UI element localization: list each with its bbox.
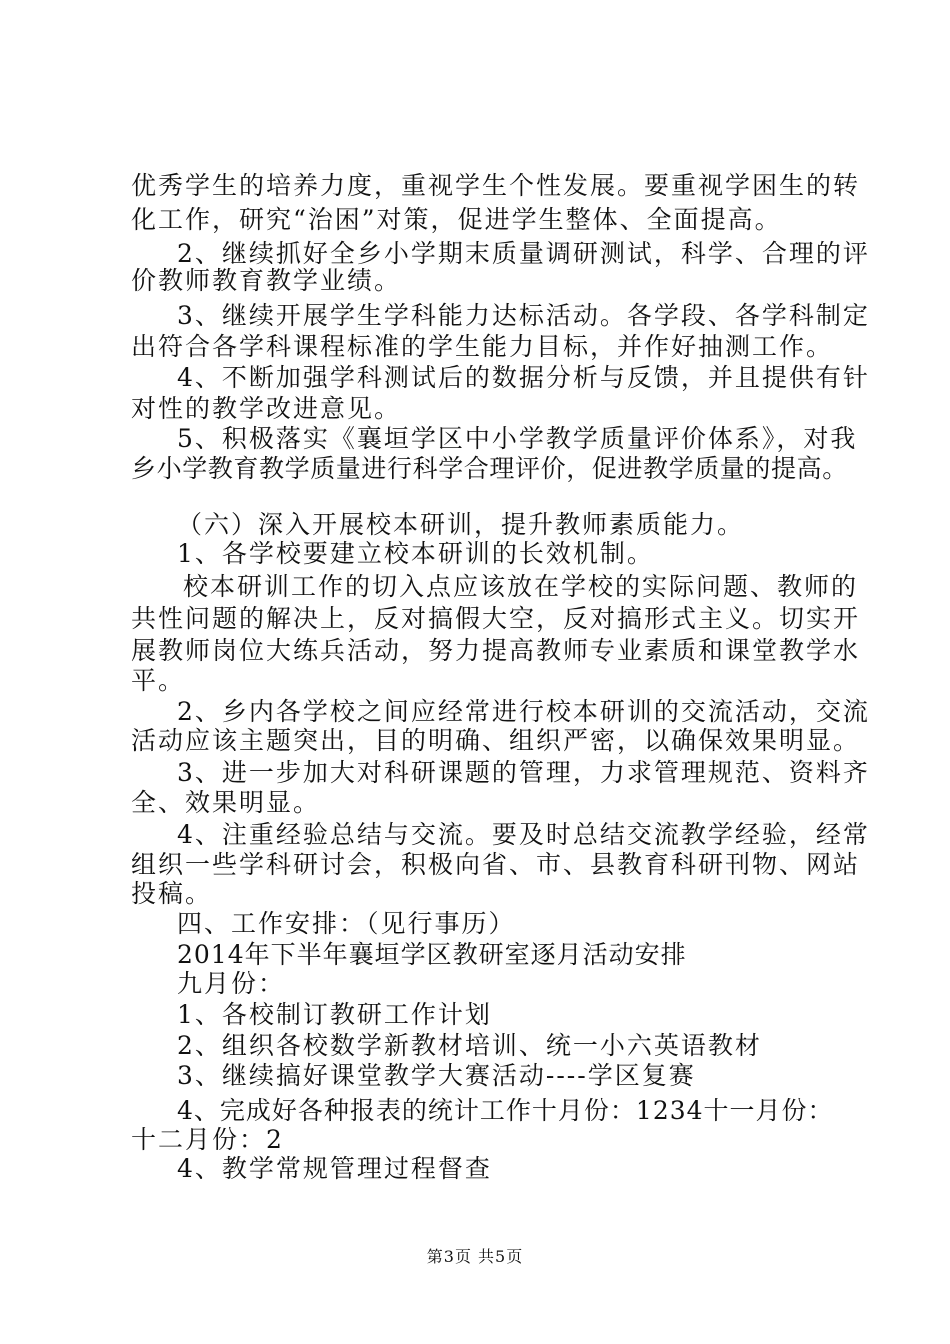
section-heading: （六）深入开展校本研训，提升教师素质能力。 (177, 510, 745, 539)
text-line: 共性问题的解决上，反对搞假大空，反对搞形式主义。切实开 (131, 604, 861, 633)
list-item: 十二月份：2 (131, 1125, 284, 1154)
list-item: 4、完成好各种报表的统计工作十月份：1234十一月份： (177, 1096, 834, 1125)
text-line: 化工作，研究“治困”对策，促进学生整体、全面提高。 (131, 205, 782, 234)
text-line: 展教师岗位大练兵活动，努力提高教师专业素质和课堂教学水 (131, 636, 861, 665)
text-line: 1、各学校要建立校本研训的长效机制。 (177, 539, 654, 568)
list-item: 2、组织各校数学新教材培训、统一小六英语教材 (177, 1031, 762, 1060)
text-line: 2、继续抓好全乡小学期末质量调研测试，科学、合理的评 (177, 239, 870, 268)
schedule-title: 2014年下半年襄垣学区教研室逐月活动安排 (177, 940, 687, 969)
month-label: 九月份： (177, 969, 286, 998)
list-item: 3、继续搞好课堂教学大赛活动----学区复赛 (177, 1061, 696, 1090)
list-item: 1、各校制订教研工作计划 (177, 1000, 492, 1029)
text-line: 平。 (131, 666, 186, 695)
text-line: 价教师教育教学业绩。 (131, 266, 402, 295)
text-line: 活动应该主题突出，目的明确、组织严密，以确保效果明显。 (131, 726, 861, 755)
text-line: 2、乡内各学校之间应经常进行校本研训的交流活动，交流 (177, 697, 870, 726)
text-line: 出符合各学科课程标准的学生能力目标，并作好抽测工作。 (131, 332, 834, 361)
text-line: 3、继续开展学生学科能力达标活动。各学段、各学科制定 (177, 301, 870, 330)
section-heading: 四、工作安排：（见行事历） (177, 909, 516, 938)
text-line: 对性的教学改进意见。 (131, 394, 402, 423)
list-item: 4、教学常规管理过程督查 (177, 1154, 492, 1183)
text-line: 5、积极落实《襄垣学区中小学教学质量评价体系》，对我 (177, 424, 858, 453)
text-line: 优秀学生的培养力度，重视学生个性发展。要重视学困生的转 (131, 171, 861, 200)
text-line: 全、效果明显。 (131, 788, 321, 817)
text-line: 乡小学教育教学质量进行科学合理评价，促进教学质量的提高。 (131, 454, 848, 483)
text-line: 校本研训工作的切入点应该放在学校的实际问题、教师的 (183, 572, 859, 601)
text-line: 4、不断加强学科测试后的数据分析与反馈，并且提供有针 (177, 363, 870, 392)
text-line: 组织一些学科研讨会，积极向省、市、县教育科研刊物、网站 (131, 850, 861, 879)
text-line: 4、注重经验总结与交流。要及时总结交流教学经验，经常 (177, 820, 870, 849)
text-line: 3、进一步加大对科研课题的管理，力求管理规范、资料齐 (177, 758, 870, 787)
text-line: 投稿。 (131, 879, 213, 908)
page-footer: 第3页 共5页 (426, 1247, 524, 1266)
